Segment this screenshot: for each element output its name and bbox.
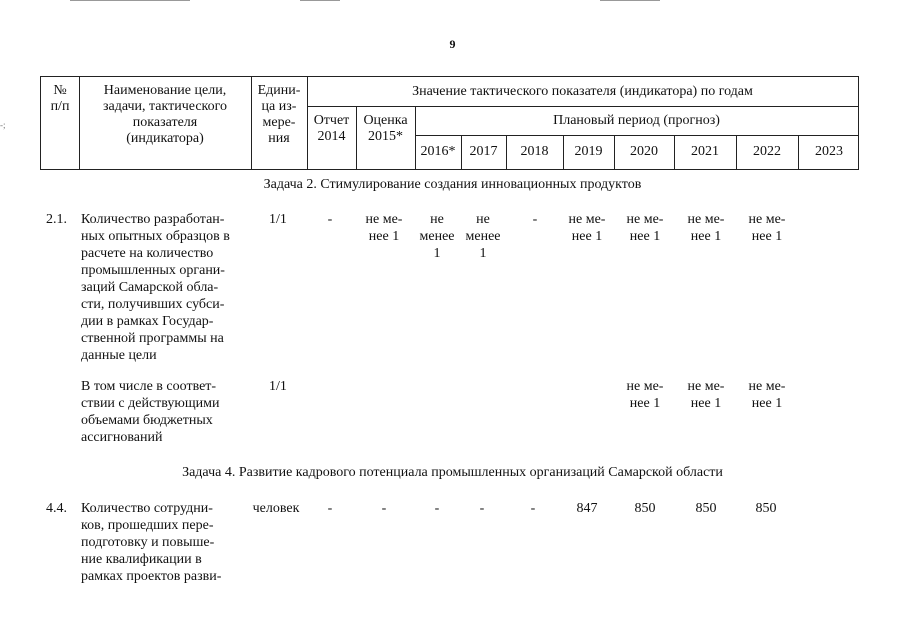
value-cell: 850	[755, 501, 777, 516]
value-cell: не ме- нее 1	[626, 379, 664, 411]
year-header: 2022	[753, 144, 781, 159]
indicator-name: Количество разработан- ных опытных образцов в расчете на количество промышленных органи- заций Самарской обла- сти, получивших субси- дии в рамках Государ- ственной программы на данные цели	[81, 212, 230, 363]
year-header: 2023	[815, 144, 843, 159]
edge-mark: -;	[0, 120, 6, 130]
value-cell: 850	[695, 501, 717, 516]
values-title: Значение тактического показателя (индикатора) по годам	[412, 84, 753, 99]
col-estimate-header: Оценка 2015*	[363, 113, 408, 144]
unit-cell: 1/1	[269, 212, 287, 227]
year-header: 2020	[630, 144, 658, 159]
value-cell: -	[327, 212, 333, 227]
value-cell: не ме- нее 1	[687, 379, 725, 411]
value-cell: не ме- нее 1	[626, 212, 664, 244]
page-number: 9	[449, 37, 456, 51]
unit-cell: человек	[252, 501, 300, 516]
unit-cell: 1/1	[269, 379, 287, 394]
value-cell: не ме- нее 1	[365, 212, 403, 244]
year-header: 2019	[574, 144, 603, 159]
scan-artifact	[600, 0, 660, 1]
value-cell: не менее 1	[419, 212, 455, 261]
indicator-name: Количество сотрудни- ков, прошедших пере- подготовку и повыше- ние квалификации в рамках проектов разви-	[81, 501, 222, 584]
header-table	[40, 76, 859, 170]
year-header: 2017	[469, 144, 498, 159]
scan-artifact	[70, 0, 190, 1]
section-title: Задача 4. Развитие кадрового потенциала промышленных организаций Самарской области	[182, 465, 723, 480]
col-unit-header: Едини- ца из- мере- ния	[257, 83, 301, 146]
value-cell: 850	[634, 501, 656, 516]
section-title: Задача 2. Стимулирование создания инновационных продуктов	[263, 177, 642, 192]
value-cell: -	[530, 501, 536, 516]
value-cell: не менее 1	[465, 212, 501, 261]
value-cell: -	[381, 501, 387, 516]
value-cell: -	[479, 501, 485, 516]
value-cell: -	[327, 501, 333, 516]
indicator-name: В том числе в соответ- ствии с действующими объемами бюджетных ассигнований	[81, 379, 220, 445]
value-cell: 847	[576, 501, 598, 516]
value-cell: -	[434, 501, 440, 516]
value-cell: не ме- нее 1	[568, 212, 606, 244]
col-num-header: № п/п	[50, 83, 70, 114]
plan-period-title: Плановый период (прогноз)	[553, 113, 720, 128]
value-cell: не ме- нее 1	[748, 212, 786, 244]
value-cell: не ме- нее 1	[748, 379, 786, 411]
scan-artifact	[300, 0, 340, 1]
value-cell: -	[532, 212, 538, 227]
year-header: 2021	[691, 144, 719, 159]
year-header: 2016*	[420, 144, 456, 159]
value-cell: не ме- нее 1	[687, 212, 725, 244]
col-report-header: Отчет 2014	[313, 113, 350, 144]
year-header: 2018	[520, 144, 549, 159]
row-number: 4.4.	[46, 501, 67, 516]
col-name-header: Наименование цели, задачи, тактического показателя (индикатора)	[102, 83, 228, 146]
row-number: 2.1.	[46, 212, 67, 227]
